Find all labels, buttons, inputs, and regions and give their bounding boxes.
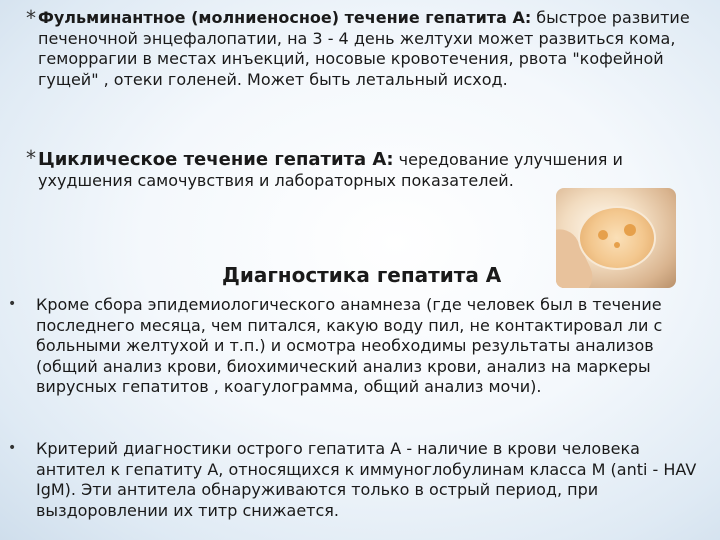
petri-dish-photo xyxy=(556,188,676,288)
cyclic-course-text: чередование улучшения и ухудшения самочувствия и лабораторных показателей. xyxy=(38,150,623,190)
diagnostics-item-criterion: Критерий диагностики острого гепатита А - наличие в крови человека антител к гепатиту А, относящихся к иммуноглобулинам класса М (anti - HAV IgM). Эти антитела обнаруживаются только в острый период, при выздоровлении их титр снижается. xyxy=(36,439,697,520)
cyclic-course-paragraph xyxy=(38,150,698,191)
fulminant-course-title: Фульминантное (молниеносное) течение гепатита А: xyxy=(38,8,532,27)
petri-dish-icon xyxy=(578,206,656,270)
star-bullet-icon: * xyxy=(26,146,36,170)
dot-bullet-icon: • xyxy=(8,296,17,312)
fulminant-course-paragraph xyxy=(38,8,698,90)
colony-dot xyxy=(624,224,636,236)
cyclic-course-title: Циклическое течение гепатита А: xyxy=(38,149,394,170)
colony-dot xyxy=(614,242,620,248)
fulminant-course-text: быстрое развитие печеночной энцефалопатии, на 3 - 4 день желтухи может развиться кома, геморрагии в местах инъекций, носовые кровотечения, рвота "кофейной гущей" , отеки голеней. Может быть летальный исход. xyxy=(38,8,690,89)
diagnostics-item-anamnesis: Кроме сбора эпидемиологического анамнеза (где человек был в течение последнего месяца, чем питался, какую воду пил, не контактировал ли с больными желтухой и т.п.) и осмотра необходимы результаты анализов (общий анализ крови, биохимический анализ крови, анализ на маркеры вирусных гепатитов , коагулограмма, общий анализ мочи). xyxy=(36,295,663,396)
dot-bullet-icon: • xyxy=(8,440,17,456)
star-bullet-icon: * xyxy=(26,6,36,30)
diagnostics-heading: Диагностика гепатита А xyxy=(222,263,502,287)
colony-dot xyxy=(598,230,608,240)
